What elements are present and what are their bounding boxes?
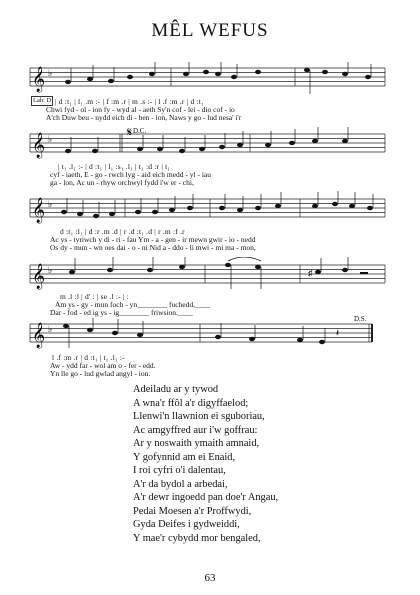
svg-text:♭: ♭ (48, 265, 53, 275)
lyric-line-3a: Ac ys - tyriwch y di - ri - fau Ym - a - gen - ir mewn gwir - io - nedd (50, 235, 256, 244)
solfa-line-4: m .l :l | d' : | se .l :- | : (60, 292, 129, 301)
music-staff-5 (0, 318, 420, 354)
svg-text:♭: ♭ (48, 134, 53, 144)
verse-line: I roi cyfri o'i dalentau, (133, 465, 226, 476)
lyric-line-5b: Yn lle go - lud gwlad angyl - ion. (50, 369, 151, 378)
svg-text:♭: ♭ (48, 199, 53, 209)
dal-segno-mark: D.S. (354, 315, 367, 323)
verse-line: A'r dewr ingoedd pan doe'r Angau, (133, 492, 279, 503)
solfa-line-5: l .f :m .r | d :t₁ | t₁ .l₁ :- (52, 353, 125, 362)
solfa-line-2: | t₁ .l₁ :- | d :t₁ | l₁ :s₁ .l₁ | t₁ :d :r | t₁ (58, 162, 171, 171)
lyric-line-4b: Dar - fod - ed ig ys - ig________ friwsion.____ (50, 308, 193, 317)
svg-text:𝄞: 𝄞 (32, 133, 46, 158)
verse-line: A'r da bydol a arbedai, (133, 478, 228, 490)
svg-text:𝄽: 𝄽 (336, 328, 340, 339)
verse-line: Y gofynnid am ei Enaid, (133, 451, 236, 463)
verse-line: A wna'r ffôl a'r digyffaelod; (133, 397, 249, 409)
page-title: MÊL WEFUS (151, 20, 269, 41)
svg-text:𝄋: 𝄋 (127, 126, 133, 139)
svg-text:♭: ♭ (48, 324, 53, 334)
lyric-line-4a: Am ys - gy - mun foch - yn________ fuchedd,____ (55, 300, 210, 309)
verse-line: Pedai Moesen a'r Proffwydi, (133, 505, 252, 517)
verse-line: Y mae'r cybydd mor bengaled, (133, 532, 261, 544)
music-staff-3 (0, 191, 420, 227)
verse-line: Ar y noswaith ymaith amnaid, (133, 438, 260, 449)
svg-text:♯: ♯ (308, 268, 313, 278)
lyric-line-2b: ga - lon, Ac un - rhyw orchwyl fydd i'w er - chi, (50, 178, 194, 187)
music-staff-1 (0, 62, 420, 98)
da-capo-mark: D.C. (133, 127, 147, 135)
solfa-line-1: | d :t₁ | l₁ .m :- | f :m .r | m .s :- | l .f :m .r | d :t₁ (55, 97, 204, 106)
page-number: 63 (204, 572, 216, 584)
lyric-line-2a: cyf - iaeth, E - go - rwch lyg - aid eich medd - yl - iau (50, 170, 211, 179)
key-signature-label: Lah: D (33, 97, 52, 104)
music-staff-2 (0, 126, 420, 162)
verse-text (133, 383, 278, 545)
verse-line: Adeiladu ar y tywod (133, 384, 219, 395)
solfa-line-3: d :t₁ :l₁ | d :r .m .d | r .d :t₁ .d | r .m :f .r (60, 227, 185, 236)
lyric-line-5a: Aw - ydd far - wol am o - fer - edd. (50, 361, 156, 370)
verse-line: Gyda Deifes i gydweiddi, (133, 519, 240, 530)
svg-text:𝄞: 𝄞 (32, 264, 46, 289)
svg-text:𝄞: 𝄞 (32, 323, 46, 348)
music-staff-4 (0, 257, 420, 293)
verse-line: Llenwi'n llawnion ei sguboriau, (133, 411, 265, 422)
svg-text:𝄞: 𝄞 (32, 67, 46, 92)
svg-text:𝄞: 𝄞 (32, 198, 46, 223)
lyric-line-1b: A'ch Duw beu - nydd eich di - ben - ion, Naws y go - lud nesa' i'r (46, 113, 242, 122)
svg-text:♭: ♭ (48, 68, 53, 78)
lyric-line-1a: Chwi fyd - ol - ion fy - wyd al - aeth Sy'n cof - lei - dio cof - io (46, 105, 235, 114)
lyric-line-3b: Os dy - mun - wn oes dai - o - ni Nid a - ddo - li mwi - mi ma - mon, (50, 243, 256, 252)
verse-line: Ac amgyffred aur i'w goffrau: (133, 424, 258, 436)
